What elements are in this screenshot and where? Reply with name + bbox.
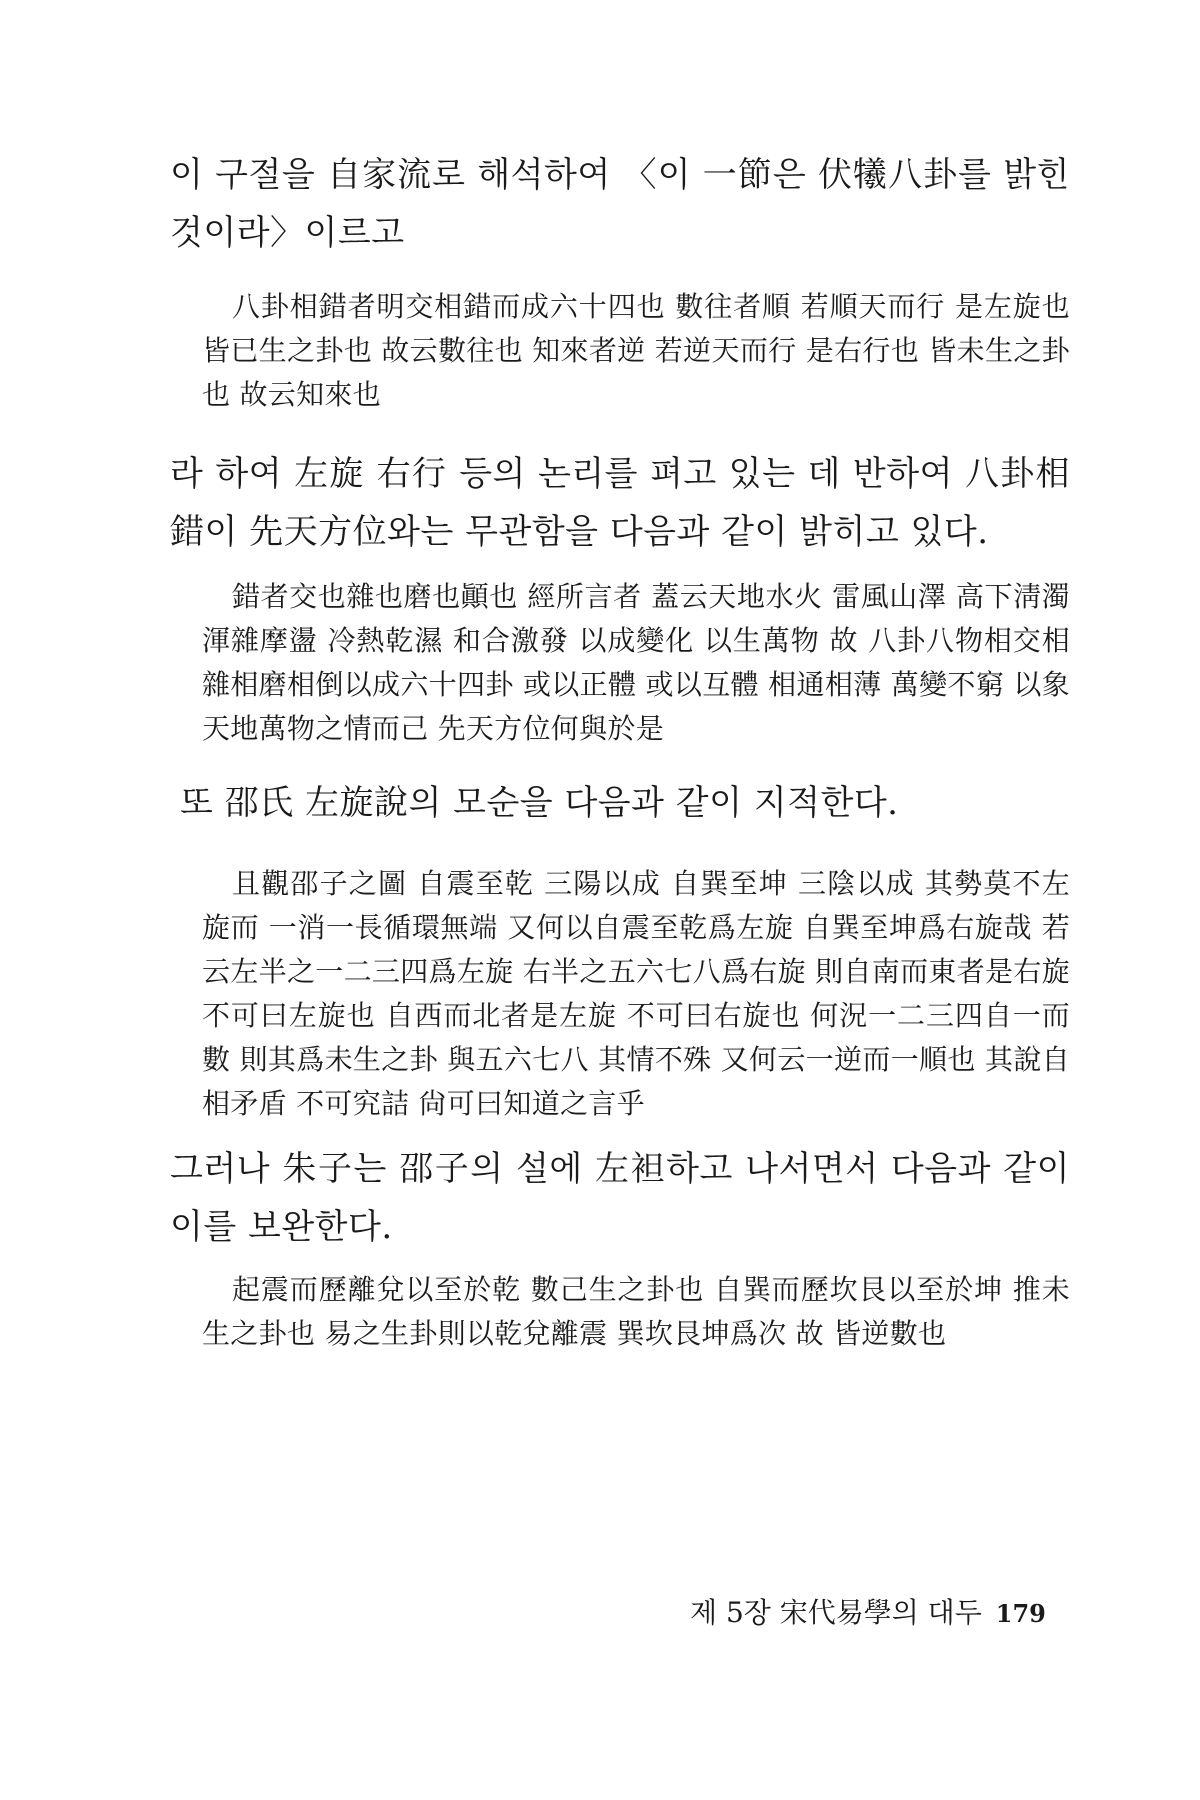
block-quote-2-text: 錯者交也雜也磨也顚也 經所言者 蓋云天地水火 雷風山澤 高下淸濁 渾雜摩盪 冷熱乾濕 和合激發 以成變化 以生萬物 故 八卦八物相交相雜相磨相倒以成六十四卦 或以正體 或以互體 相通相薄 萬變不窮 以象天地萬物之情而己 先天方位何與於是 (202, 580, 1070, 745)
body-paragraph-3-text: 또 邵氏 左旋說의 모순을 다음과 같이 지적한다. (180, 783, 899, 823)
block-quote-3 (202, 862, 1070, 1126)
page-number: 179 (995, 1599, 1046, 1628)
block-quote-4 (202, 1268, 1070, 1356)
running-footer (690, 1593, 1080, 1634)
block-quote-3-text: 且觀邵子之圖 自震至乾 三陽以成 自巽至坤 三陰以成 其勢莫不左旋而 一消一長循環無端 又何以自震至乾爲左旋 自巽至坤爲右旋哉 若云左半之一二三四爲左旋 右半之五六七八爲右旋 則自南而東者是右旋 不可曰左旋也 自西而北者是左旋 不可曰右旋也 何況一二三四自一而數 則其爲未生之卦 與五六七八 其情不殊 又何云一逆而一順也 其說自相矛盾 不可究詰 尙可曰知道之言乎 (202, 867, 1070, 1120)
chapter-title: 제 5장 宋代易學의 대두 (690, 1596, 982, 1629)
block-quote-4-text: 起震而歷離兌以至於乾 數己生之卦也 自巽而歷坎艮以至於坤 推未生之卦也 易之生卦則以乾兌離震 巽坎艮坤爲次 故 皆逆數也 (202, 1273, 1070, 1350)
body-paragraph-3 (170, 774, 1070, 832)
body-paragraph-1: 이 구절을 自家流로 해석하여 〈이 一節은 伏犧八卦를 밝힌 것이라〉이르고 (170, 155, 1070, 253)
body-paragraph-2: 라 하여 左旋 右行 등의 논리를 펴고 있는 데 반하여 八卦相錯이 先天方位와는 무관함을 다음과 같이 밝히고 있다. (170, 454, 1070, 552)
block-quote-2 (202, 575, 1070, 751)
block-quote-1-text: 八卦相錯者明交相錯而成六十四也 數往者順 若順天而行 是左旋也 皆已生之卦也 故云數往也 知來者逆 若逆天而行 是右行也 皆未生之卦也 故云知來也 (202, 290, 1070, 411)
body-paragraph-4: 그러나 朱子는 邵子의 설에 左袒하고 나서면서 다음과 같이 이를 보완한다. (170, 1149, 1070, 1247)
block-quote-1 (202, 285, 1070, 417)
